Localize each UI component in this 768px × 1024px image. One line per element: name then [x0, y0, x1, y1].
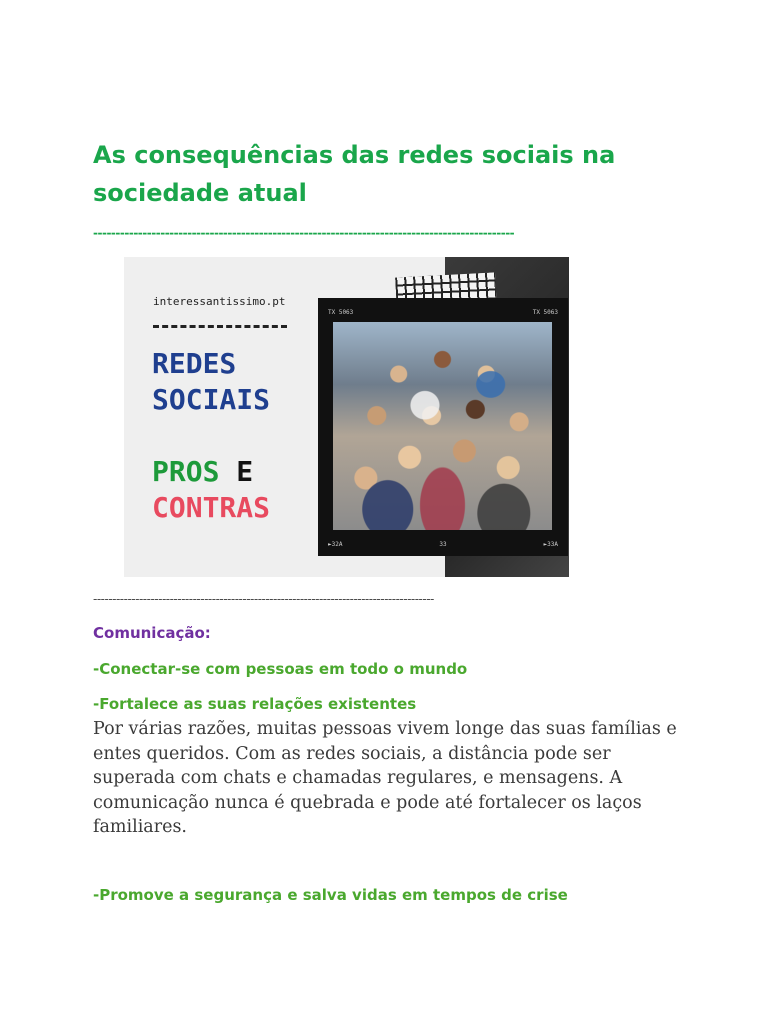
group-photo — [333, 322, 552, 530]
film-bottom-labels — [328, 541, 558, 548]
film-label: TX 5063 — [328, 309, 354, 316]
bullet-connect: -Conectar-se com pessoas em todo o mundo — [93, 660, 468, 678]
illustration-line-pros — [152, 455, 253, 489]
film-frame — [318, 298, 568, 556]
illustration-line-redes: REDES — [152, 347, 237, 380]
illustration-site-label: interessantissimo.pt — [153, 295, 286, 308]
film-label: ►33A — [543, 541, 558, 548]
bullet-safety: -Promove a segurança e salva vidas em tempos de crise — [93, 886, 568, 904]
divider-top: ---------------------------------------------------------------------------------------------- — [93, 226, 515, 240]
illustration-dash — [153, 325, 287, 328]
group-photo-people — [333, 322, 552, 530]
film-top-labels — [328, 309, 558, 316]
page-title: As consequências das redes sociais na sociedade atual — [93, 141, 616, 207]
illustration-word-e: E — [236, 455, 254, 488]
divider-bottom: ----------------------------------------------------------------------------------------- — [93, 592, 434, 606]
section-heading: Comunicação: — [93, 624, 211, 642]
bullet-relations: -Fortalece as suas relações existentes — [93, 695, 417, 713]
film-label: ►32A — [328, 541, 343, 548]
illustration-word-pros: PROS — [152, 455, 220, 488]
illustration-line-contras: CONTRAS — [152, 491, 271, 524]
body-paragraph: Por várias razões, muitas pessoas vivem longe das suas famílias e entes queridos. Com as redes sociais, a distância pode ser superada com chats e chamadas regulares, e mensagens. A comunicação nunca é quebrada e pode até fortalecer os laços familiares. — [93, 719, 677, 837]
film-label: TX 5063 — [532, 309, 558, 316]
article-illustration — [124, 257, 569, 577]
illustration-line-sociais: SOCIAIS — [152, 383, 271, 416]
film-label: 33 — [439, 541, 447, 548]
